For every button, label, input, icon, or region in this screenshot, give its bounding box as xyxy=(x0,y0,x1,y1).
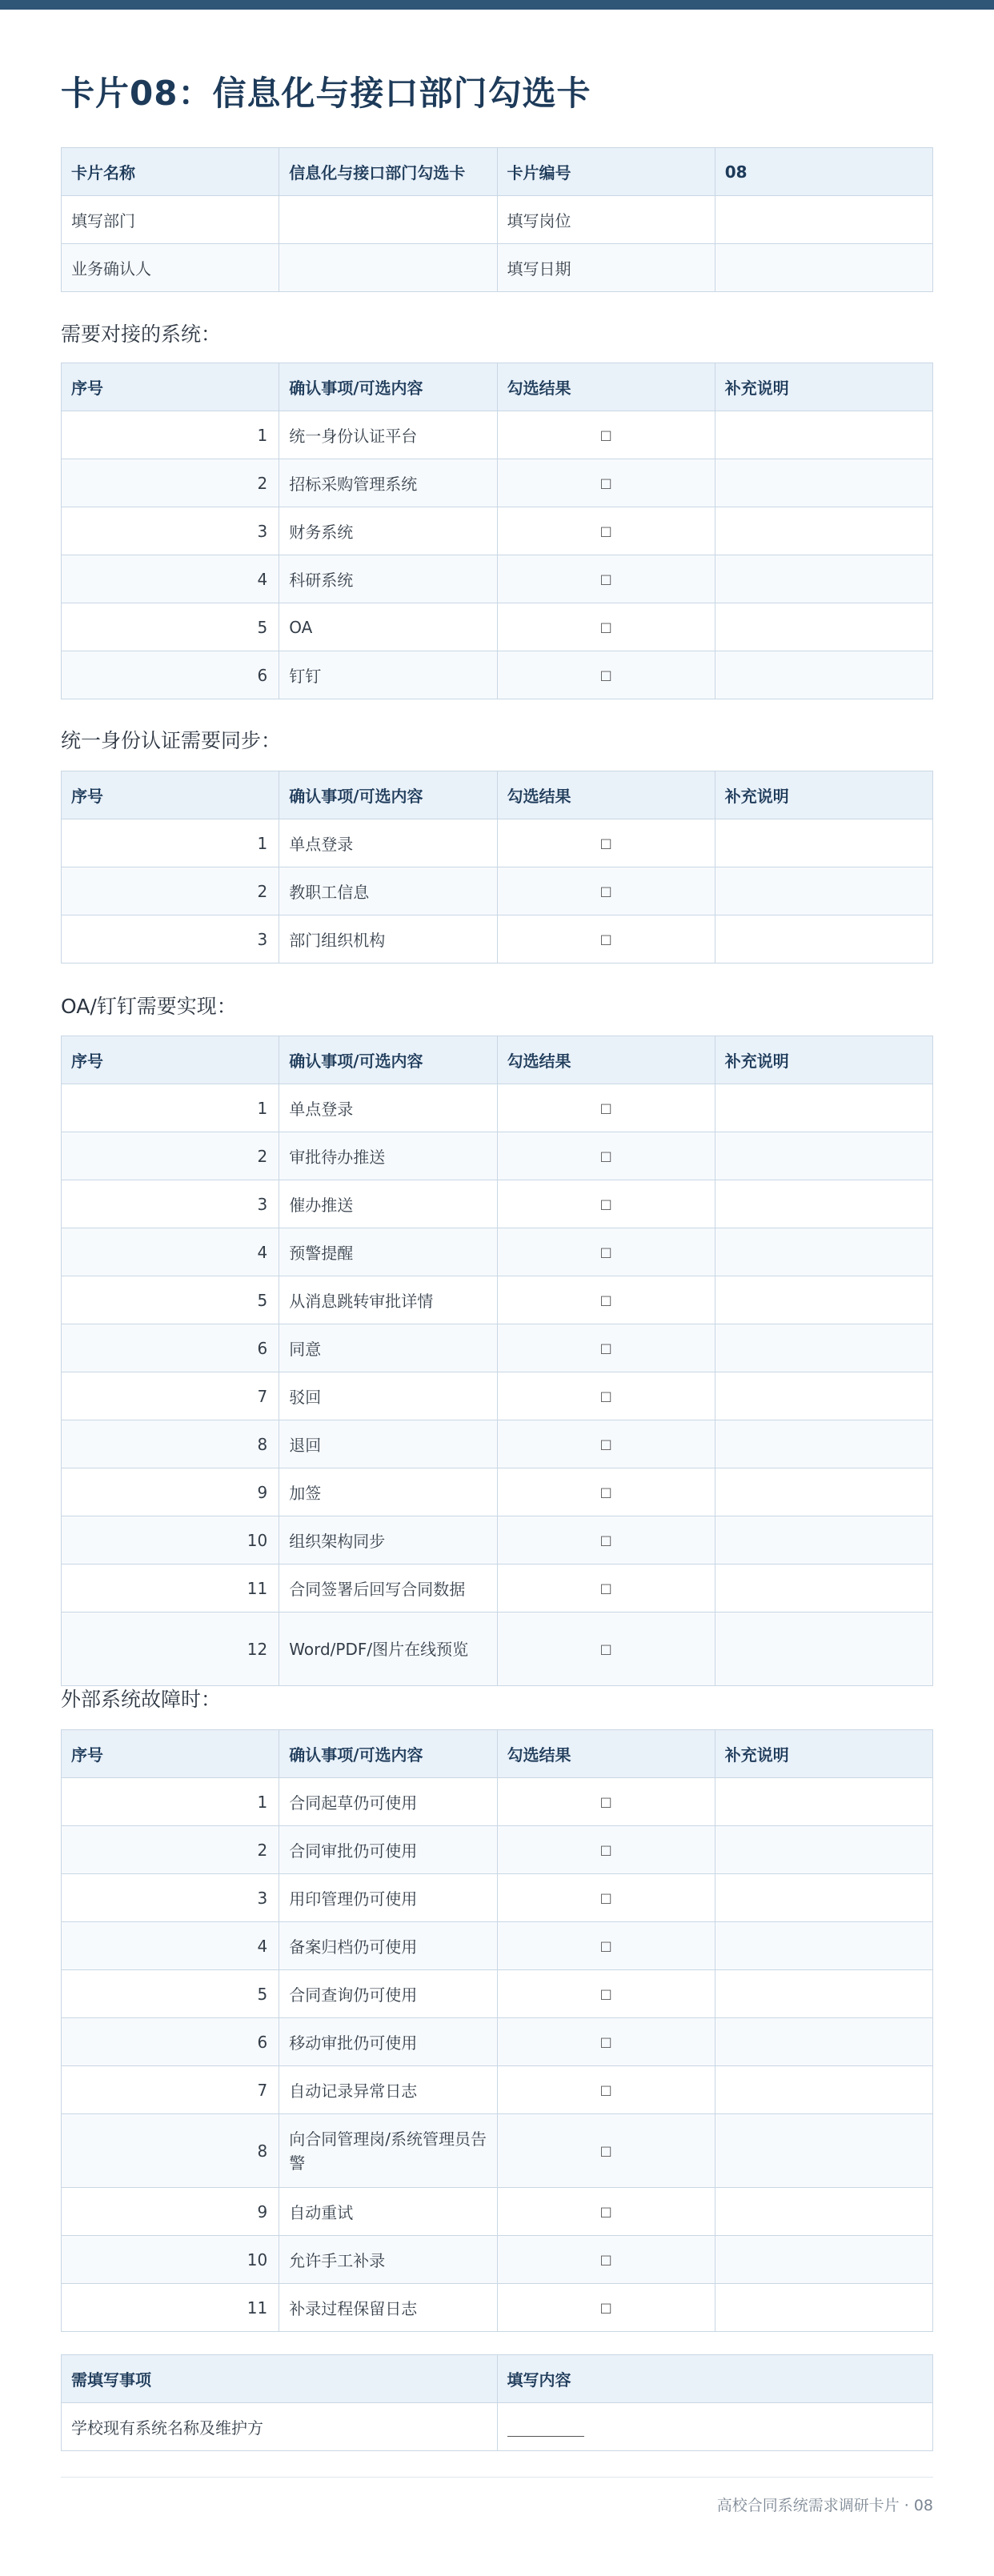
row-number: 4 xyxy=(62,1228,279,1276)
checkbox[interactable]: □ xyxy=(497,819,715,867)
row-number: 6 xyxy=(62,2018,279,2066)
table-row xyxy=(62,651,933,699)
row-item: 统一身份认证平台 xyxy=(279,411,497,459)
table-row xyxy=(62,2284,933,2332)
row-number: 5 xyxy=(62,603,279,651)
row-number: 9 xyxy=(62,1468,279,1516)
table-row xyxy=(62,1084,933,1132)
row-number: 4 xyxy=(62,1922,279,1970)
table-row xyxy=(62,2188,933,2236)
row-number: 2 xyxy=(62,867,279,915)
table-row xyxy=(62,1420,933,1468)
note-cell[interactable] xyxy=(715,411,932,459)
checkbox[interactable]: □ xyxy=(497,555,715,603)
checkbox[interactable]: □ xyxy=(497,1132,715,1180)
table-row xyxy=(62,1613,933,1686)
row-item: 合同查询仍可使用 xyxy=(279,1970,497,2018)
row-item: 允许手工补录 xyxy=(279,2236,497,2284)
note-cell[interactable] xyxy=(715,2018,932,2066)
checkbox[interactable]: □ xyxy=(497,915,715,963)
row-number: 6 xyxy=(62,651,279,699)
confirmer-label: 业务确认人 xyxy=(62,244,279,292)
row-number: 1 xyxy=(62,1084,279,1132)
note-cell[interactable] xyxy=(715,1276,932,1324)
fill-col-content: 填写内容 xyxy=(497,2355,933,2403)
table-row xyxy=(62,1564,933,1613)
col-header-item: 确认事项/可选内容 xyxy=(279,363,497,411)
row-item: 用印管理仍可使用 xyxy=(279,1874,497,1922)
card-info-table xyxy=(61,147,933,292)
row-number: 6 xyxy=(62,1324,279,1372)
date-label: 填写日期 xyxy=(497,244,715,292)
row-number: 1 xyxy=(62,411,279,459)
card-no-value: 08 xyxy=(715,148,932,196)
col-header-result: 勾选结果 xyxy=(497,771,715,819)
table-row xyxy=(62,1468,933,1516)
row-item: 审批待办推送 xyxy=(279,1132,497,1180)
note-cell[interactable] xyxy=(715,1132,932,1180)
checkbox[interactable]: □ xyxy=(497,1372,715,1420)
note-cell[interactable] xyxy=(715,1372,932,1420)
checkbox[interactable]: □ xyxy=(497,1228,715,1276)
table-row xyxy=(62,2066,933,2114)
checkbox[interactable]: □ xyxy=(497,411,715,459)
col-header-note: 补充说明 xyxy=(715,1036,932,1084)
row-number: 3 xyxy=(62,915,279,963)
checkbox[interactable]: □ xyxy=(497,1613,715,1686)
fill-row-input[interactable] xyxy=(497,2403,933,2451)
note-cell[interactable] xyxy=(715,1516,932,1564)
row-item: 合同签署后回写合同数据 xyxy=(279,1564,497,1613)
row-item: 向合同管理岗/系统管理员告警 xyxy=(279,2114,497,2188)
row-item: 补录过程保留日志 xyxy=(279,2284,497,2332)
row-number: 10 xyxy=(62,2236,279,2284)
checkbox[interactable]: □ xyxy=(497,459,715,507)
checkbox[interactable]: □ xyxy=(497,867,715,915)
table-row xyxy=(62,411,933,459)
table-row xyxy=(62,1228,933,1276)
row-item: 合同起草仍可使用 xyxy=(279,1778,497,1826)
row-number: 11 xyxy=(62,2284,279,2332)
fill-in-table xyxy=(61,2354,933,2451)
row-number: 1 xyxy=(62,819,279,867)
fill-row-label: 学校现有系统名称及维护方 xyxy=(62,2403,498,2451)
checkbox[interactable]: □ xyxy=(497,1516,715,1564)
note-cell[interactable] xyxy=(715,2066,932,2114)
checkbox[interactable]: □ xyxy=(497,1922,715,1970)
row-number: 1 xyxy=(62,1778,279,1826)
footer-divider xyxy=(61,2477,933,2478)
note-cell[interactable] xyxy=(715,651,932,699)
row-item: 财务系统 xyxy=(279,507,497,555)
col-header-no: 序号 xyxy=(62,1730,279,1778)
note-cell[interactable] xyxy=(715,1778,932,1826)
post-label: 填写岗位 xyxy=(497,196,715,244)
table-row xyxy=(62,1180,933,1228)
col-header-no: 序号 xyxy=(62,771,279,819)
checkbox[interactable]: □ xyxy=(497,507,715,555)
table-row xyxy=(62,819,933,867)
table-row xyxy=(62,867,933,915)
row-number: 9 xyxy=(62,2188,279,2236)
row-item: 自动记录异常日志 xyxy=(279,2066,497,2114)
table-row xyxy=(62,2018,933,2066)
fill-col-item: 需填写事项 xyxy=(62,2355,498,2403)
row-number: 2 xyxy=(62,459,279,507)
table-row xyxy=(62,1516,933,1564)
card-name-label: 卡片名称 xyxy=(62,148,279,196)
row-number: 2 xyxy=(62,1826,279,1874)
card-no-label: 卡片编号 xyxy=(497,148,715,196)
row-number: 2 xyxy=(62,1132,279,1180)
page-title: 卡片08：信息化与接口部门勾选卡 xyxy=(61,74,591,113)
col-header-result: 勾选结果 xyxy=(497,363,715,411)
note-cell[interactable] xyxy=(715,1228,932,1276)
col-header-no: 序号 xyxy=(62,363,279,411)
post-field[interactable] xyxy=(715,196,932,244)
row-number: 8 xyxy=(62,1420,279,1468)
row-item: 自动重试 xyxy=(279,2188,497,2236)
col-header-item: 确认事项/可选内容 xyxy=(279,1036,497,1084)
table-row xyxy=(62,1874,933,1922)
checkbox[interactable]: □ xyxy=(497,1970,715,2018)
systems-table xyxy=(61,363,933,699)
checkbox[interactable]: □ xyxy=(497,2236,715,2284)
checkbox[interactable]: □ xyxy=(497,1468,715,1516)
note-cell[interactable] xyxy=(715,1922,932,1970)
row-number: 5 xyxy=(62,1276,279,1324)
note-cell[interactable] xyxy=(715,1420,932,1468)
table-row xyxy=(62,2236,933,2284)
checkbox[interactable]: □ xyxy=(497,2114,715,2188)
table-row xyxy=(62,603,933,651)
note-cell[interactable] xyxy=(715,819,932,867)
page-footer: 高校合同系统需求调研卡片 · 08 xyxy=(716,2497,933,2514)
oa-dingtalk-table xyxy=(61,1036,933,1686)
col-header-note: 补充说明 xyxy=(715,363,932,411)
col-header-no: 序号 xyxy=(62,1036,279,1084)
checkbox[interactable]: □ xyxy=(497,651,715,699)
row-item: 单点登录 xyxy=(279,819,497,867)
external-failure-table xyxy=(61,1729,933,2332)
table-row xyxy=(62,459,933,507)
date-field[interactable] xyxy=(715,244,932,292)
dept-label: 填写部门 xyxy=(62,196,279,244)
note-cell[interactable] xyxy=(715,1874,932,1922)
row-number: 12 xyxy=(62,1613,279,1686)
checkbox[interactable]: □ xyxy=(497,1826,715,1874)
col-header-note: 补充说明 xyxy=(715,771,932,819)
row-item: OA xyxy=(279,603,497,651)
dept-field[interactable] xyxy=(279,196,497,244)
fill-blank-line xyxy=(507,2419,584,2437)
note-cell[interactable] xyxy=(715,459,932,507)
row-number: 8 xyxy=(62,2114,279,2188)
row-number: 11 xyxy=(62,1564,279,1613)
row-number: 4 xyxy=(62,555,279,603)
row-item: 招标采购管理系统 xyxy=(279,459,497,507)
note-cell[interactable] xyxy=(715,1613,932,1686)
checkbox[interactable]: □ xyxy=(497,2018,715,2066)
row-item: 从消息跳转审批详情 xyxy=(279,1276,497,1324)
sso-sync-table xyxy=(61,771,933,963)
section-heading-sso-sync: 统一身份认证需要同步： xyxy=(61,729,282,752)
table-row xyxy=(62,1826,933,1874)
row-item: 驳回 xyxy=(279,1372,497,1420)
card-name-value: 信息化与接口部门勾选卡 xyxy=(279,148,497,196)
row-number: 3 xyxy=(62,1180,279,1228)
row-item: 钉钉 xyxy=(279,651,497,699)
row-item: 预警提醒 xyxy=(279,1228,497,1276)
confirmer-field[interactable] xyxy=(279,244,497,292)
note-cell[interactable] xyxy=(715,1970,932,2018)
note-cell[interactable] xyxy=(715,507,932,555)
section-heading-systems: 需要对接的系统： xyxy=(61,323,222,346)
note-cell[interactable] xyxy=(715,1324,932,1372)
row-item: 教职工信息 xyxy=(279,867,497,915)
row-item: Word/PDF/图片在线预览 xyxy=(279,1613,497,1686)
row-item: 催办推送 xyxy=(279,1180,497,1228)
col-header-item: 确认事项/可选内容 xyxy=(279,771,497,819)
row-item: 部门组织机构 xyxy=(279,915,497,963)
checkbox[interactable]: □ xyxy=(497,1084,715,1132)
table-row xyxy=(62,1372,933,1420)
table-row xyxy=(62,1922,933,1970)
row-item: 单点登录 xyxy=(279,1084,497,1132)
note-cell[interactable] xyxy=(715,2188,932,2236)
checkbox[interactable]: □ xyxy=(497,2284,715,2332)
table-row xyxy=(62,1970,933,2018)
section-heading-oa-dingtalk: OA/钉钉需要实现： xyxy=(61,995,237,1018)
note-cell[interactable] xyxy=(715,1564,932,1613)
note-cell[interactable] xyxy=(715,603,932,651)
col-header-note: 补充说明 xyxy=(715,1730,932,1778)
note-cell[interactable] xyxy=(715,2236,932,2284)
row-item: 退回 xyxy=(279,1420,497,1468)
table-row xyxy=(62,1778,933,1826)
checkbox[interactable]: □ xyxy=(497,603,715,651)
row-item: 组织架构同步 xyxy=(279,1516,497,1564)
row-number: 7 xyxy=(62,2066,279,2114)
checkbox[interactable]: □ xyxy=(497,1564,715,1613)
col-header-result: 勾选结果 xyxy=(497,1730,715,1778)
row-number: 3 xyxy=(62,1874,279,1922)
table-row xyxy=(62,2114,933,2188)
note-cell[interactable] xyxy=(715,2114,932,2188)
row-item: 科研系统 xyxy=(279,555,497,603)
table-row xyxy=(62,507,933,555)
table-row xyxy=(62,1132,933,1180)
top-accent-bar xyxy=(0,0,994,10)
note-cell[interactable] xyxy=(715,867,932,915)
checkbox[interactable]: □ xyxy=(497,1324,715,1372)
note-cell[interactable] xyxy=(715,1826,932,1874)
row-number: 10 xyxy=(62,1516,279,1564)
row-number: 3 xyxy=(62,507,279,555)
checkbox[interactable]: □ xyxy=(497,2066,715,2114)
note-cell[interactable] xyxy=(715,555,932,603)
note-cell[interactable] xyxy=(715,915,932,963)
table-row xyxy=(62,555,933,603)
table-row xyxy=(62,1324,933,1372)
row-number: 7 xyxy=(62,1372,279,1420)
note-cell[interactable] xyxy=(715,1468,932,1516)
table-row xyxy=(62,1276,933,1324)
note-cell[interactable] xyxy=(715,2284,932,2332)
table-row xyxy=(62,915,933,963)
row-item: 合同审批仍可使用 xyxy=(279,1826,497,1874)
section-heading-external-failure: 外部系统故障时： xyxy=(61,1688,222,1711)
row-item: 加签 xyxy=(279,1468,497,1516)
row-number: 5 xyxy=(62,1970,279,2018)
col-header-result: 勾选结果 xyxy=(497,1036,715,1084)
checkbox[interactable]: □ xyxy=(497,1420,715,1468)
checkbox[interactable]: □ xyxy=(497,1874,715,1922)
row-item: 备案归档仍可使用 xyxy=(279,1922,497,1970)
col-header-item: 确认事项/可选内容 xyxy=(279,1730,497,1778)
row-item: 同意 xyxy=(279,1324,497,1372)
checkbox[interactable]: □ xyxy=(497,1778,715,1826)
note-cell[interactable] xyxy=(715,1180,932,1228)
row-item: 移动审批仍可使用 xyxy=(279,2018,497,2066)
checkbox[interactable]: □ xyxy=(497,1180,715,1228)
checkbox[interactable]: □ xyxy=(497,1276,715,1324)
note-cell[interactable] xyxy=(715,1084,932,1132)
checkbox[interactable]: □ xyxy=(497,2188,715,2236)
